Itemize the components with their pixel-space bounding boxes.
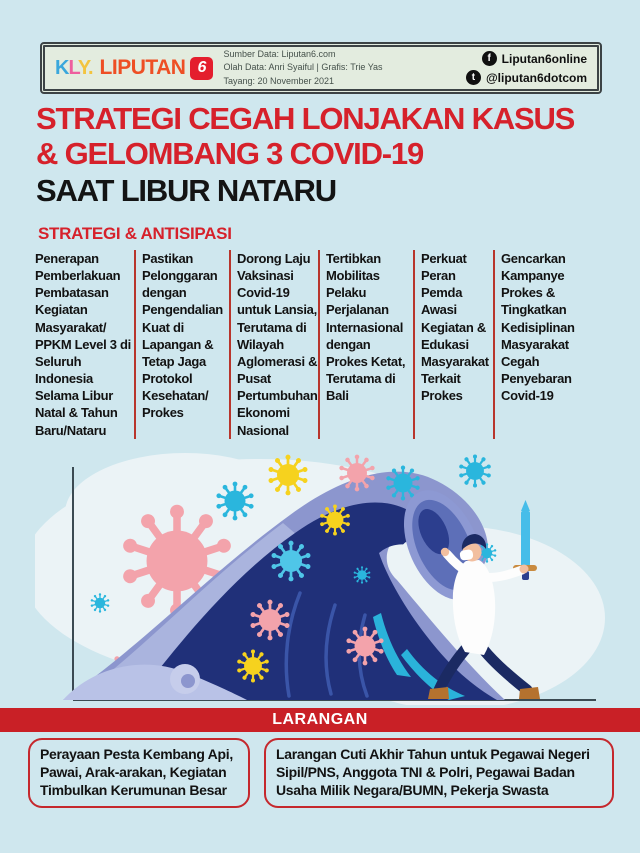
facebook-handle: Liputan6online: [501, 51, 587, 66]
title-line-3: SAAT LIBUR NATARU: [36, 173, 336, 208]
wave-illustration: [35, 453, 607, 705]
kly-y: Y.: [77, 56, 93, 79]
twitter-link[interactable]: [466, 70, 587, 85]
liputan6-logo: [55, 56, 213, 80]
kly-l: L: [68, 56, 78, 79]
strategy-heading: STRATEGI & ANTISIPASI: [38, 224, 232, 243]
strategy-item: Pastikan Pelonggaran dengan Pengendalian Kuat di Lapangan & Tetap Jaga Protokol Kesehatan/ Prokes: [134, 250, 229, 439]
strategy-item: Dorong Laju Vaksinasi Covid-19 untuk Lansia, Terutama di Wilayah Aglomerasi & Pusat Pertumbuhan Ekonomi Nasional: [229, 250, 318, 439]
virus-icon: [459, 455, 492, 488]
strategy-item: Tertibkan Mobilitas Pelaku Perjalanan Internasional dengan Prokes Ketat, Terutama di Bali: [318, 250, 413, 439]
liputan6-badge-icon: 6: [190, 57, 213, 80]
larangan-boxes: [28, 738, 614, 808]
facebook-icon: f: [482, 51, 497, 66]
title-line-1: STRATEGI CEGAH LONJAKAN KASUS: [36, 101, 575, 136]
larangan-banner: LARANGAN: [0, 708, 640, 732]
social-links: [466, 51, 587, 85]
larangan-item: Perayaan Pesta Kembang Api, Pawai, Arak-arakan, Kegiatan Timbulkan Kerumunan Besar: [28, 738, 250, 808]
page-title: [36, 101, 611, 208]
twitter-icon: t: [466, 70, 481, 85]
strategy-item: Perkuat Peran Pemda Awasi Kegiatan & Edukasi Masyarakat Terkait Prokes: [413, 250, 493, 439]
strategy-item: Penerapan Pemberlakuan Pembatasan Kegiatan Masyarakat/ PPKM Level 3 di Seluruh Indonesia Selama Libur Natal & Tahun Baru/Nataru: [35, 251, 131, 438]
twitter-handle: @liputan6dotcom: [485, 70, 587, 85]
credit-date: Tayang: 20 November 2021: [223, 75, 335, 86]
kly-logo: [55, 57, 93, 80]
credits: [223, 48, 455, 87]
credit-source: Sumber Data: Liputan6.com: [223, 49, 336, 60]
strategy-item: Gencarkan Kampanye Prokes & Tingkatkan Kedisiplinan Masyarakat Cegah Penyebaran Covid-19: [493, 250, 585, 439]
title-line-2: & GELOMBANG 3 COVID-19: [36, 136, 423, 171]
larangan-item: Larangan Cuti Akhir Tahun untuk Pegawai Negeri Sipil/PNS, Anggota TNI & Polri, Pegawai Badan Usaha Milik Negara/BUMN, Pekerja Swasta: [264, 738, 614, 808]
header-plaque: [40, 42, 602, 94]
kly-k: K: [55, 56, 69, 79]
brand-wordmark: LIPUTAN: [99, 56, 186, 79]
strategy-columns: [35, 250, 607, 439]
credit-authors: Olah Data: Anri Syaiful | Grafis: Trie Yas: [223, 62, 383, 73]
facebook-link[interactable]: [482, 51, 587, 66]
